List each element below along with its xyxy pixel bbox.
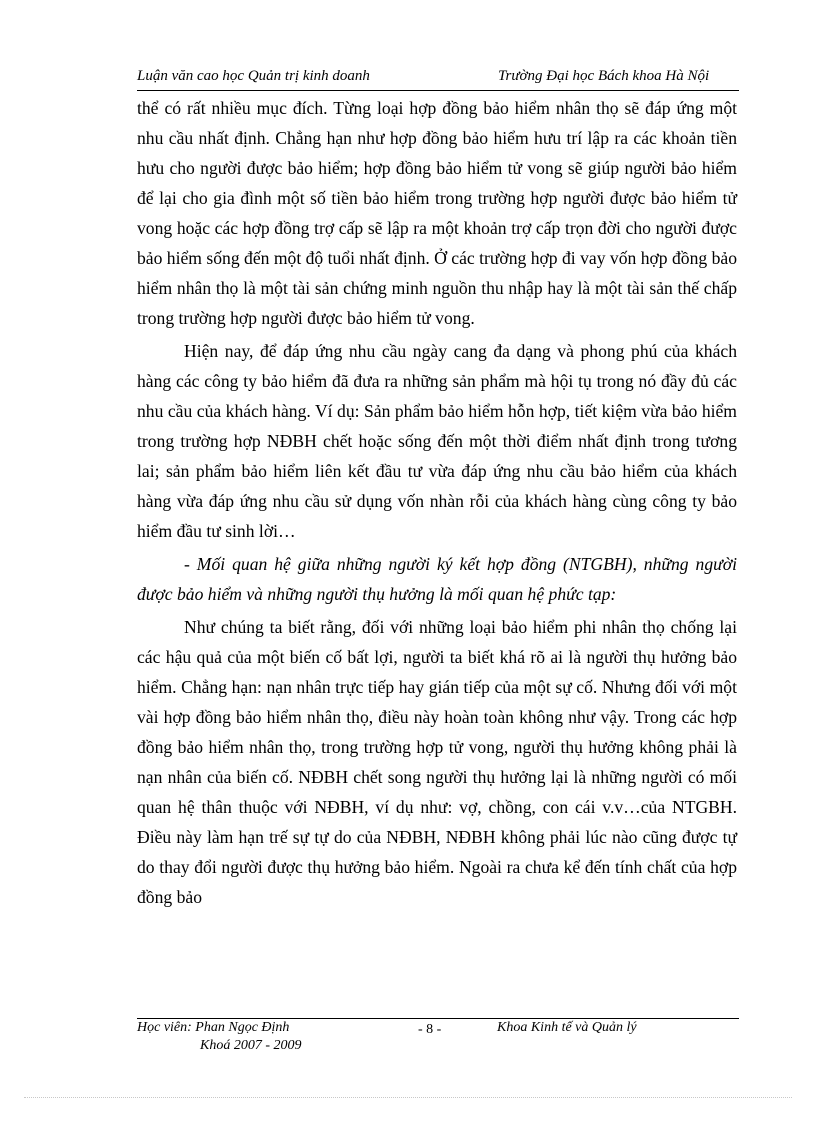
page-number: - 8 - (418, 1022, 442, 1037)
running-header-left: Luận văn cao học Quản trị kinh doanh (137, 68, 370, 84)
header-divider (137, 90, 739, 91)
page-body (137, 93, 737, 912)
paragraph-1: thể có rất nhiều mục đích. Từng loại hợp đồng bảo hiểm nhân thọ sẽ đáp ứng một nhu cầu nhất định. Chẳng hạn như hợp đồng bảo hiểm hưu trí lập ra các khoản tiền hưu cho người được bảo hiểm; hợp đồng bảo hiểm tử vong sẽ giúp người bảo hiểm để lại cho gia đình một số tiền bảo hiểm trong trường hợp người được bảo hiểm tử vong hoặc các hợp đồng trợ cấp sẽ lập ra một khoản trợ cấp trọn đời cho người được bảo hiểm sống đến một độ tuổi nhất định. Ở các trường hợp đi vay vốn hợp đồng bảo hiểm nhân thọ là một tài sản chứng minh nguồn thu nhập hay là một tài sản thế chấp trong trường hợp người được bảo hiểm tử vong. (137, 98, 737, 328)
paragraph-2: Hiện nay, để đáp ứng nhu cầu ngày cang đa dạng và phong phú của khách hàng các công ty bảo hiểm đã đưa ra những sản phẩm mà hội tụ trong nó đầy đủ các nhu cầu của khách hàng. Ví dụ: Sản phẩm bảo hiểm hỗn hợp, tiết kiệm vừa bảo hiểm trong trường hợp NĐBH chết hoặc sống đến một thời điểm nhất định trong tương lai; sản phẩm bảo hiểm liên kết đầu tư vừa đáp ứng nhu cầu bảo hiểm của khách hàng vừa đáp ứng nhu cầu sử dụng vốn nhàn rỗi của khách hàng cùng công ty bảo hiểm đầu tư sinh lời… (137, 341, 737, 541)
paragraph-4: Như chúng ta biết rằng, đối với những loại bảo hiểm phi nhân thọ chống lại các hậu quả của một biến cố bất lợi, người ta biết khá rõ ai là người thụ hưởng bảo hiểm. Chẳng hạn: nạn nhân trực tiếp hay gián tiếp của một sự cố. Nhưng đối với một vài hợp đồng bảo hiểm nhân thọ, điều này hoàn toàn không như vậy. Trong các hợp đồng bảo hiểm nhân thọ, trong trường hợp tử vong, người thụ hưởng không phải là nạn nhân của biến cố. NĐBH chết song người thụ hưởng lại là những người có mối quan hệ thân thuộc với NĐBH, ví dụ như: vợ, chồng, con cái v.v…của NTGBH. Điều này làm hạn trế sự tự do của NĐBH, NĐBH không phải lúc nào cũng được tự do thay đổi người được thụ hưởng bảo hiểm. Ngoài ra chưa kể đến tính chất của hợp đồng bảo (137, 617, 737, 907)
page-bottom-edge (24, 1097, 792, 1098)
footer-faculty: Khoa Kinh tế và Quản lý (497, 1020, 637, 1035)
paragraph-3-italic-heading: - Mối quan hệ giữa những người ký kết hợp đồng (NTGBH), những người được bảo hiểm và những người thụ hưởng là mối quan hệ phức tạp: (137, 554, 737, 604)
footer-student-name: Học viên: Phan Ngọc Định (137, 1020, 290, 1035)
running-header-right: Trường Đại học Bách khoa Hà Nội (498, 68, 710, 84)
footer-course-years: Khoá 2007 - 2009 (200, 1038, 302, 1053)
